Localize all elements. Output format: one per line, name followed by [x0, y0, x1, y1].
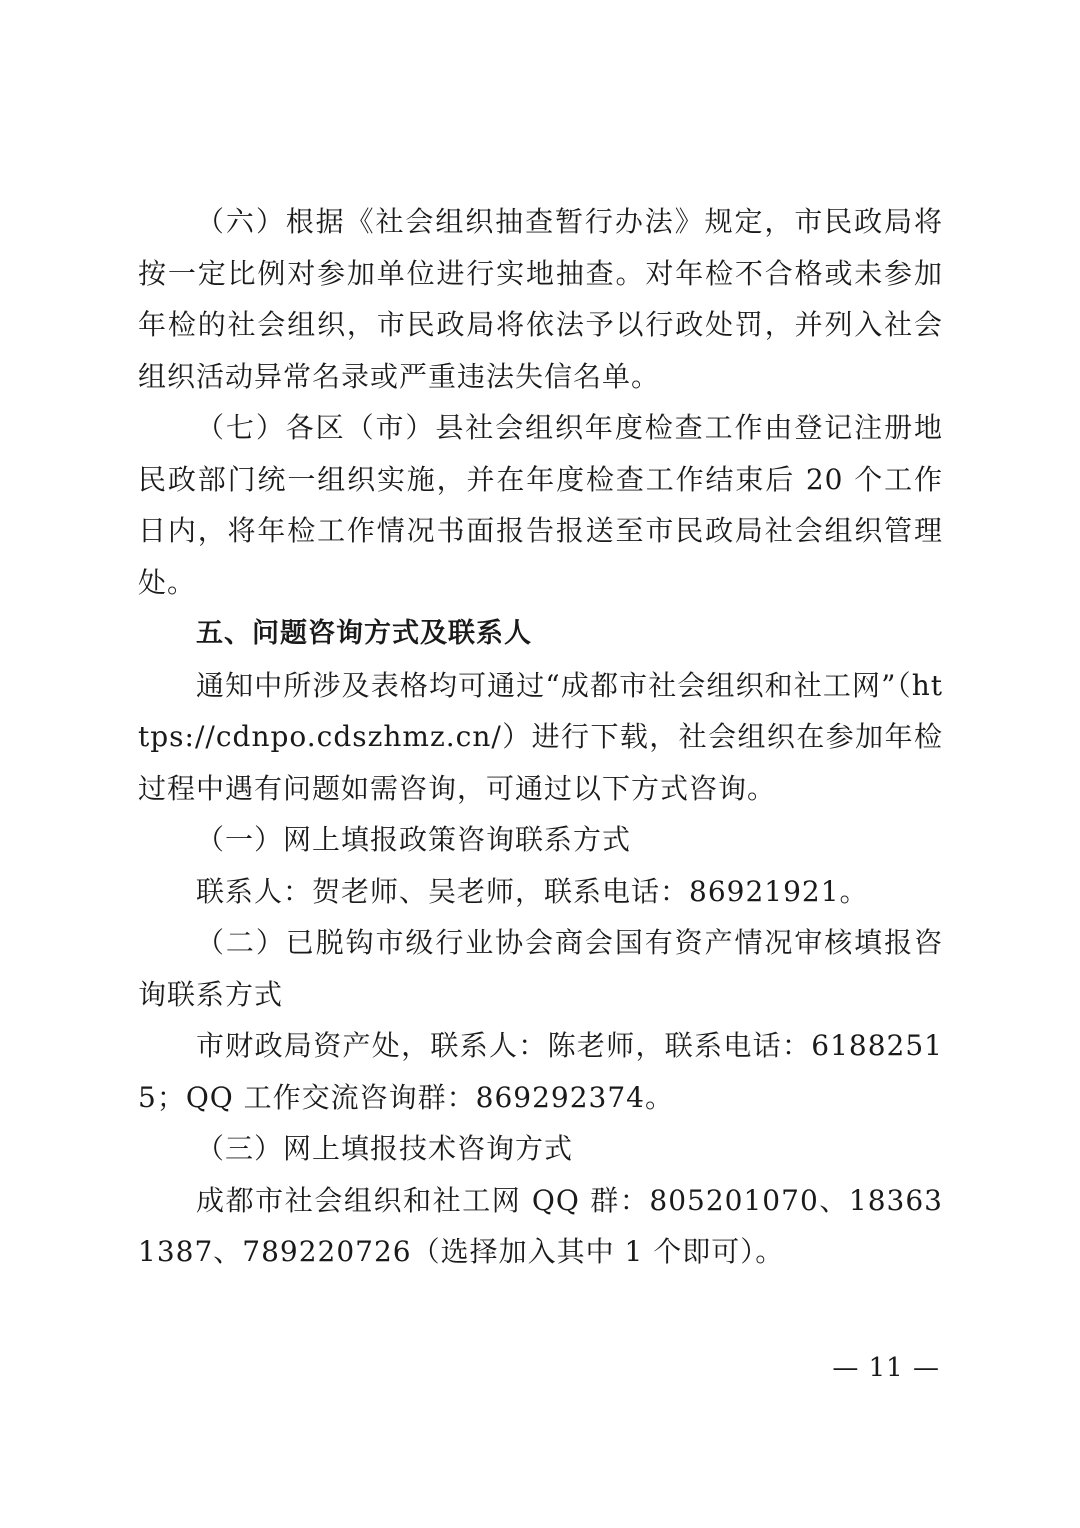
paragraph-item-seven: （七）各区（市）县社会组织年度检查工作由登记注册地民政部门统一组织实施，并在年度检查工作结束后 20 个工作日内，将年检工作情况书面报告报送至市民政局社会组织管理处。	[138, 411, 943, 599]
paragraph-item-six: （六）根据《社会组织抽查暂行办法》规定，市民政局将按一定比例对参加单位进行实地抽查。对年检不合格或未参加年检的社会组织，市民政局将依法予以行政处罚，并列入社会组织活动异常名录或严重违法失信名单。	[138, 205, 943, 393]
contact-title-assets: （二）已脱钩市级行业协会商会国有资产情况审核填报咨询联系方式	[138, 926, 943, 1011]
contact-detail-assets: 市财政局资产处，联系人：陈老师，联系电话：61882515；QQ 工作交流咨询群：869292374。	[138, 1029, 943, 1114]
contact-intro: 通知中所涉及表格均可通过“成都市社会组织和社工网”（https://cdnpo.cdszhmz.cn/）进行下载，社会组织在参加年检过程中遇有问题如需咨询，可通过以下方式咨询。	[138, 668, 943, 805]
contact-title-policy: （一）网上填报政策咨询联系方式	[196, 823, 632, 856]
contact-detail-policy: 联系人：贺老师、吴老师，联系电话：86921921。	[196, 874, 869, 908]
document-body	[138, 196, 943, 1278]
section-heading: 五、问题咨询方式及联系人	[196, 618, 532, 649]
contact-title-technical: （三）网上填报技术咨询方式	[196, 1132, 574, 1165]
page-number: — 11 —	[832, 1353, 940, 1383]
contact-detail-technical: 成都市社会组织和社工网 QQ 群：805201070、183631387、789220726（选择加入其中 1 个即可）。	[138, 1183, 943, 1268]
